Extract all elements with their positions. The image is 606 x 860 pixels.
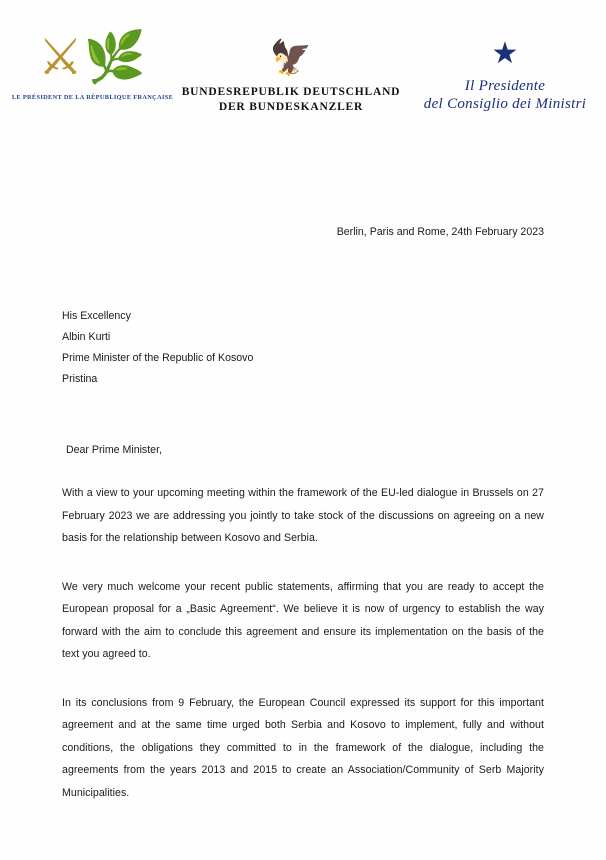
addressee-block	[62, 306, 544, 390]
germany-letterhead-line1: BUNDESREPUBLIK DEUTSCHLAND	[181, 86, 401, 98]
france-letterhead-caption: LE PRÉSIDENT DE LA RÉPUBLIQUE FRANÇAISE	[11, 94, 174, 101]
germany-letterhead-line2: DER BUNDESKANZLER	[218, 101, 364, 113]
addressee-line-1: His Excellency	[62, 310, 131, 322]
paragraph-2: We very much welcome your recent public statements, affirming that you are ready to accept the European proposal for a „Basic Agreement“. We believe it is now of urgency to establish the way forward with the aim to conclude this agreement and ensure its implementation on the basis of the text you agreed to.	[62, 580, 544, 660]
paragraph-3: In its conclusions from 9 February, the European Council expressed its support for this important agreement and at the same time urged both Serbia and Kosovo to implement, fully and without conditions, the obligations they committed to in the framework of the dialogue, including the agreements from the years 2013 and 2015 to create an Association/Community of Serb Majority Municipalities.	[62, 696, 544, 799]
letterhead	[0, 0, 606, 140]
dateline: Berlin, Paris and Rome, 24th February 2023	[336, 226, 544, 238]
italy-letterhead-line2: del Consiglio dei Ministri	[423, 96, 587, 112]
france-letterhead-block	[10, 26, 175, 101]
germany-letterhead-block	[175, 36, 407, 113]
paragraph-1: With a view to your upcoming meeting within the framework of the EU-led dialogue in Brussels on 27 February 2023 we are addressing you jointly to take stock of the discussions on agreeing on a new basis for the relationship between Kosovo and Serbia.	[62, 487, 544, 544]
addressee-line-2: Albin Kurti	[62, 331, 111, 343]
italy-letterhead-line1: Il Presidente	[464, 78, 546, 94]
salutation: Dear Prime Minister,	[66, 444, 162, 456]
german-federal-eagle-emblem-icon: 🦅	[269, 39, 313, 77]
french-republic-lictor-emblem-icon: ⚔🌿	[37, 29, 148, 85]
addressee-line-3: Prime Minister of the Republic of Kosovo	[62, 352, 254, 364]
italy-letterhead-block	[410, 34, 600, 113]
letter-body	[0, 226, 606, 804]
italian-republic-star-emblem-icon: ★	[491, 37, 519, 70]
addressee-line-4: Pristina	[62, 373, 98, 385]
